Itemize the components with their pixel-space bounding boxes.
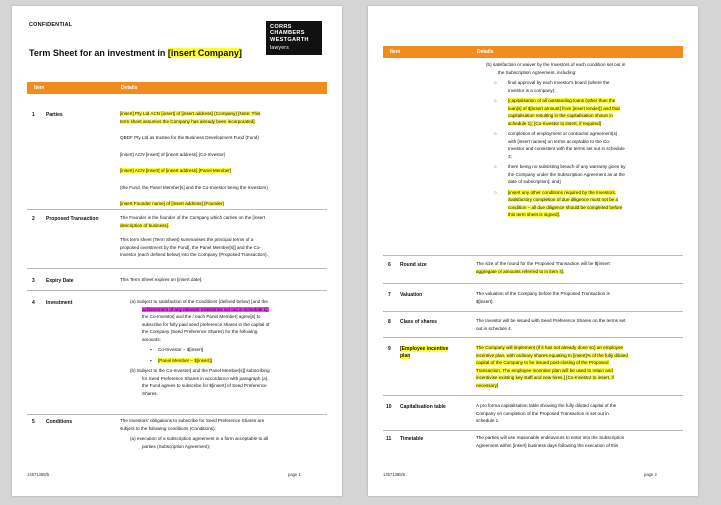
row-number: 11 — [386, 436, 392, 442]
row-label — [400, 346, 448, 360]
investment-clause-a: amounts: — [142, 336, 161, 342]
sub-condition-placeholder: Satisfactory completion of due diligence must not be a — [508, 197, 619, 202]
sub-condition: date of subscription[; and] — [508, 179, 561, 184]
proposed-transaction-details — [120, 214, 325, 259]
footer-page-number: page 1 — [288, 472, 301, 477]
conditions-continued — [486, 61, 682, 219]
expiry-date-details: This Term Sheet expires on [insert date]. — [120, 277, 203, 282]
incentive-text: capital of the Company to be issued post-closing of the Proposed — [476, 360, 609, 365]
valuation-details — [476, 290, 681, 305]
header-item: Item — [390, 49, 401, 55]
round-size-text: The size of the round for the Proposed Transaction will be $[insert — [476, 261, 610, 266]
party-company: [insert] Pty Ltd ACN [insert] of [insert address] (Company) [Note: This — [120, 111, 261, 116]
condition-b: the Subscription Agreement, including: — [498, 69, 577, 75]
sub-condition-placeholder: [insert any other conditions required by the Investors. — [508, 189, 617, 195]
sub-condition: the Company under the Subscription Agreement as at the — [508, 171, 625, 177]
incentive-text: The Company will implement (if it has not already done so) an employee — [476, 345, 624, 350]
row-divider — [383, 395, 683, 396]
table-header — [383, 46, 683, 58]
header-details: Details — [477, 49, 494, 55]
co-investor-amount: Co-Investor – $[insert] — [158, 347, 204, 352]
bullet-icon: ▪ — [150, 357, 152, 363]
footer-reference: 14571388/5 — [27, 472, 50, 477]
logo-line: CHAMBERS — [270, 30, 305, 37]
row-number: 4 — [32, 300, 35, 306]
sub-condition: Investor and consistent with the terms set out in schedule — [508, 146, 625, 151]
investment-clause-b: (b) Subject to the Co-Investor[ and the Panel Member[s]] subscribing — [130, 368, 270, 373]
investment-clause-b: the Fund agrees to subscribe for $[insert] of Seed Preference — [142, 383, 267, 388]
timetable-text: Agreement within [insert] business days following the execution of this — [476, 442, 619, 448]
row-label: Conditions — [46, 419, 73, 425]
investment-clause-a: the Company (Seed Preference Shares) for the following — [142, 329, 258, 334]
confidential-label: CONFIDENTIAL — [29, 22, 73, 28]
sub-condition-placeholder: condition – all due diligence should be completed before — [508, 204, 623, 210]
row-label: Parties — [46, 112, 63, 118]
circle-bullet-icon: ○ — [494, 98, 497, 103]
conditions-intro: subject to the following conditions (Conditions): — [120, 425, 216, 431]
founder-text: The Founder is the founder of the Company which carries on the [insert — [120, 215, 266, 220]
document-page-2 — [368, 6, 698, 496]
footer-page-number: page 2 — [644, 472, 657, 477]
valuation-text: $[insert]. — [476, 298, 494, 304]
investment-clause-a: the Co-Investor[ and the / each Panel Member] agree[s] to — [142, 314, 261, 319]
milestones-placeholder: achievement of any relevant milestones set out in schedule 1], — [142, 306, 269, 312]
row-number: 9 — [388, 346, 391, 352]
row-divider — [383, 283, 683, 284]
round-size-details — [476, 260, 681, 275]
table-header — [27, 82, 327, 94]
row-divider — [383, 337, 683, 338]
row-number: 6 — [388, 262, 391, 268]
party-panel-member: [insert] ACN [insert] of [insert address] [Panel Member] — [120, 168, 232, 173]
row-divider — [383, 311, 683, 312]
investment-clause-b: Shares. — [142, 390, 158, 396]
row-label-line: plan — [400, 353, 411, 359]
cap-table-details — [476, 402, 681, 425]
circle-bullet-icon: ○ — [494, 131, 497, 136]
term-sheet-summary: This term sheet (Term Sheet) summarises the principal terms of a — [120, 237, 254, 242]
sub-condition: 3; — [508, 153, 512, 159]
row-label: Investment — [46, 300, 73, 306]
conditions-intro: The Investors' obligations to subscribe for Seed Preference Shares are — [120, 418, 265, 423]
valuation-text: The valuation of the Company before the Proposed Transaction is — [476, 291, 610, 296]
row-label: Expiry Date — [46, 278, 74, 284]
row-divider — [383, 255, 683, 256]
cap-table-text: Company on completion of the Proposed Transaction is set out in — [476, 410, 609, 416]
row-divider — [27, 290, 327, 291]
investment-clause-a: (a) Subject to satisfaction of the Conditions (defined below) [and the — [130, 299, 268, 304]
class-of-shares-details — [476, 317, 681, 332]
circle-bullet-icon: ○ — [494, 164, 497, 169]
incentive-text: incentivise existing key staff and new hires.] [Co-Investor to insert, if — [476, 375, 614, 380]
row-number: 1 — [32, 112, 35, 118]
sub-condition: completion of employment or contractor agreement(s) — [508, 131, 618, 136]
panel-member-amount: [Panel Member – $[insert]] — [158, 357, 212, 363]
sub-condition-placeholder: [capitalisation of all outstanding loans (other than the — [508, 98, 616, 103]
round-size-placeholder: aggregate of amounts referred to in item 4]. — [476, 268, 565, 274]
condition-a: (a) execution of a subscription agreement in a form acceptable to all — [130, 436, 269, 441]
firm-logo — [266, 21, 322, 55]
sub-condition: there being no subsisting breach of any warranty given by — [508, 164, 626, 169]
investors-definition: (the Fund, the Panel Member[s] and the Co-Investor being the Investors) — [120, 184, 268, 190]
party-co-investor: [insert] ACN [insert] of [insert address] (Co-Investor) — [120, 151, 226, 157]
circle-bullet-icon: ○ — [494, 189, 497, 195]
row-label: Round size — [400, 262, 427, 268]
employee-incentive-details — [476, 344, 681, 389]
row-divider — [27, 414, 327, 415]
party-fund: QBDF Pty Ltd as trustee for the Business Development Fund (Fund) — [120, 135, 259, 140]
sub-condition-placeholder: loan[s] of $[insert amount] from [insert lender]) and that — [508, 105, 620, 111]
page-title — [29, 48, 242, 58]
sub-condition: Investor is a company); — [508, 87, 556, 93]
row-label: Valuation — [400, 292, 423, 298]
header-details: Details — [121, 85, 138, 91]
row-number: 10 — [386, 404, 392, 410]
sub-condition: final approval by each Investor's board (where the — [508, 80, 610, 85]
header-item: Item — [34, 85, 45, 91]
row-label: Class of shares — [400, 319, 437, 325]
row-number: 3 — [32, 278, 35, 284]
party-founder: [insert Founder name] of [insert address] (Founder) — [120, 201, 225, 206]
logo-tagline: lawyers — [270, 45, 290, 52]
row-number: 8 — [388, 319, 391, 325]
circle-bullet-icon: ○ — [494, 80, 497, 85]
logo-line: WESTGARTH — [270, 36, 309, 43]
incentive-text: necessary] — [476, 382, 499, 388]
investment-details — [130, 298, 326, 397]
timetable-text: The parties will use reasonable endeavours to enter into the Subscription — [476, 435, 625, 440]
bullet-icon: ▪ — [150, 347, 152, 352]
title-company-placeholder: [insert Company] — [167, 48, 242, 58]
conditions-details — [120, 417, 325, 450]
row-number: 5 — [32, 419, 35, 425]
logo-line: CORRS — [270, 24, 292, 30]
condition-a: parties (Subscription Agreement); — [142, 443, 211, 449]
row-divider — [27, 268, 327, 269]
business-description-placeholder: description of business]. — [120, 222, 170, 228]
party-company-note: term sheet assumes the Company has already been incorporated] — [120, 118, 255, 124]
title-text: Term Sheet for an investment in — [29, 48, 168, 58]
document-page-1 — [12, 6, 342, 496]
sub-condition-placeholder: capitalisation resulting in the capitalisation shown in — [508, 113, 613, 118]
cap-table-text: schedule 1. — [476, 418, 500, 423]
parties-details — [120, 110, 325, 208]
investment-clause-a: subscribe for fully paid seed preference shares in the capital of — [142, 321, 270, 327]
row-number: 2 — [32, 216, 35, 222]
row-number: 7 — [388, 292, 391, 298]
sub-condition-placeholder: schedule 1]; [Co-Investor to insert, if required] — [508, 120, 601, 126]
row-label: Timetable — [400, 436, 424, 442]
timetable-details — [476, 434, 681, 449]
row-label: Proposed Transaction — [46, 216, 99, 222]
sub-condition-placeholder: this term sheet is signed]. — [508, 212, 561, 217]
term-sheet-summary: proposed investment by the Fund[, the Panel Member[s]] and the Co- — [120, 244, 261, 250]
row-divider — [383, 430, 683, 431]
incentive-text: incentive plan, with ordinary shares equating to [insert]% of the fully diluted — [476, 352, 628, 358]
row-label-line: [Employee incentive — [400, 346, 449, 352]
footer-reference: 14571388/5 — [383, 472, 406, 477]
row-divider — [27, 209, 327, 210]
row-label: Capitalisation table — [400, 404, 446, 410]
term-sheet-summary: Investor (each defined below) into the Company (Proposed Transaction). — [120, 252, 268, 257]
incentive-text: Transaction. The employee incentive plan will be used to retain and — [476, 367, 613, 373]
investment-clause-b: for Seed Preference Shares in accordance with paragraph (a), — [142, 375, 269, 381]
cap-table-text: A pro forma capitalisation table showing the fully diluted capital of the — [476, 403, 617, 408]
condition-b: (b) satisfaction or waiver by the Investors of each condition set out in — [486, 62, 626, 67]
sub-condition: with [insert names] on terms acceptable to the Co- — [508, 138, 611, 144]
class-of-shares-text: The Investor will be issued with Seed Preference Shares on the terms set — [476, 318, 626, 323]
class-of-shares-text: out in schedule 4. — [476, 325, 513, 331]
